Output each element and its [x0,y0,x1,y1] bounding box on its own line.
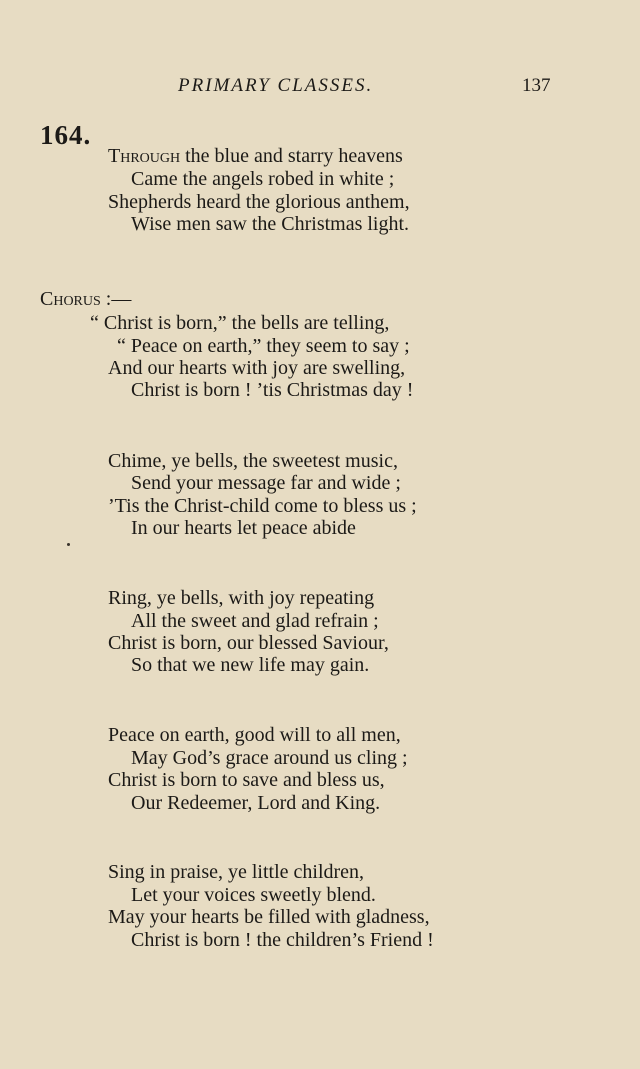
verse4-line4: Our Redeemer, Lord and King. [131,792,381,814]
verse2-line4: In our hearts let peace abide [131,517,356,539]
verse5-line2: Let your voices sweetly blend. [131,884,376,906]
print-speck [67,543,70,546]
verse1-line1-rest: the blue and starry heavens [180,145,403,167]
verse3-line3: Christ is born, our blessed Saviour, [108,632,389,654]
verse5-line1: Sing in praise, ye little children, [108,861,365,883]
page-number: 137 [522,75,551,96]
verse3-line4: So that we new life may gain. [131,654,370,676]
verse1-line2: Came the angels robed in white ; [131,168,395,190]
chorus-line4: Christ is born ! ’tis Christmas day ! [131,379,414,401]
verse3-line1: Ring, ye bells, with joy repeating [108,587,375,609]
verse2-line1: Chime, ye bells, the sweetest music, [108,450,398,472]
verse5-line3: May your hearts be filled with gladness, [108,906,430,928]
verse4-line3: Christ is born to save and bless us, [108,769,385,791]
verse1-line4: Wise men saw the Christmas light. [131,213,410,235]
verse5-line4: Christ is born ! the children’s Friend ! [131,929,434,951]
running-title: PRIMARY CLASSES. [178,75,374,96]
verse4-line2: May God’s grace around us cling ; [131,747,408,769]
verse2-line3: ’Tis the Christ-child come to bless us ; [108,495,417,517]
chorus-line1: “ Christ is born,” the bells are telling, [90,312,390,334]
verse1-first-word: Through [108,145,181,167]
chorus-line3: And our hearts with joy are swelling, [108,357,406,379]
chorus-line2: “ Peace on earth,” they seem to say ; [117,335,410,357]
verse1-line1 [108,144,403,168]
verse2-line2: Send your message far and wide ; [131,472,401,494]
verse1-line3: Shepherds heard the glorious anthem, [108,191,410,213]
chorus-label: Chorus :— [40,288,132,310]
verse4-line1: Peace on earth, good will to all men, [108,724,401,746]
verse3-line2: All the sweet and glad refrain ; [131,610,379,632]
hymn-number: 164. [40,120,92,150]
